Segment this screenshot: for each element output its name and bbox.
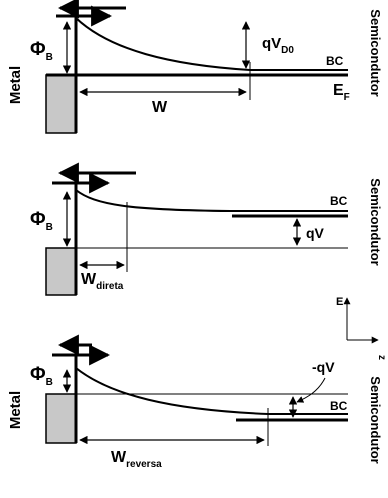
depletion-width-label: $W_{reversa}$ (111, 449, 162, 470)
conduction-band-curve (76, 18, 348, 70)
barrier-height-label: $\Phi_B$ (30, 209, 53, 233)
panel-reverse-bias (7, 345, 383, 470)
bias-label: -qV (312, 359, 335, 375)
bias-label: qV (306, 225, 324, 241)
metal-label: Metal (7, 390, 24, 430)
metal-block (46, 248, 76, 295)
conduction-band-label: BC (330, 399, 348, 413)
built-in-potential-label: $qV_{D0}$ (262, 35, 294, 56)
metal-block (46, 394, 76, 443)
metal-label: Metal (7, 65, 24, 105)
conduction-band-curve (76, 190, 348, 211)
semiconductor-label: Semicondutor (368, 376, 383, 464)
bias-pointer (297, 378, 325, 402)
barrier-height-label: $\Phi_B$ (30, 364, 53, 388)
barrier-height-label: $\Phi_B$ (30, 39, 53, 63)
conduction-band-label: BC (330, 194, 348, 208)
semiconductor-label: Semicondutor (368, 9, 383, 97)
fermi-level-label: $E_F$ (333, 82, 350, 103)
energy-axis-label: E (336, 296, 344, 308)
semiconductor-label: Semicondutor (368, 178, 383, 266)
depletion-width-label: $W_{direta}$ (81, 271, 124, 292)
metal-block (46, 75, 76, 133)
depletion-width-label: W (152, 99, 168, 116)
panel-forward-bias (30, 173, 383, 295)
coordinate-axes (336, 296, 387, 360)
conduction-band-curve (76, 368, 348, 414)
panel-equilibrium (7, 8, 383, 133)
position-axis-label: z (376, 355, 387, 360)
conduction-band-label: BC (326, 54, 344, 68)
